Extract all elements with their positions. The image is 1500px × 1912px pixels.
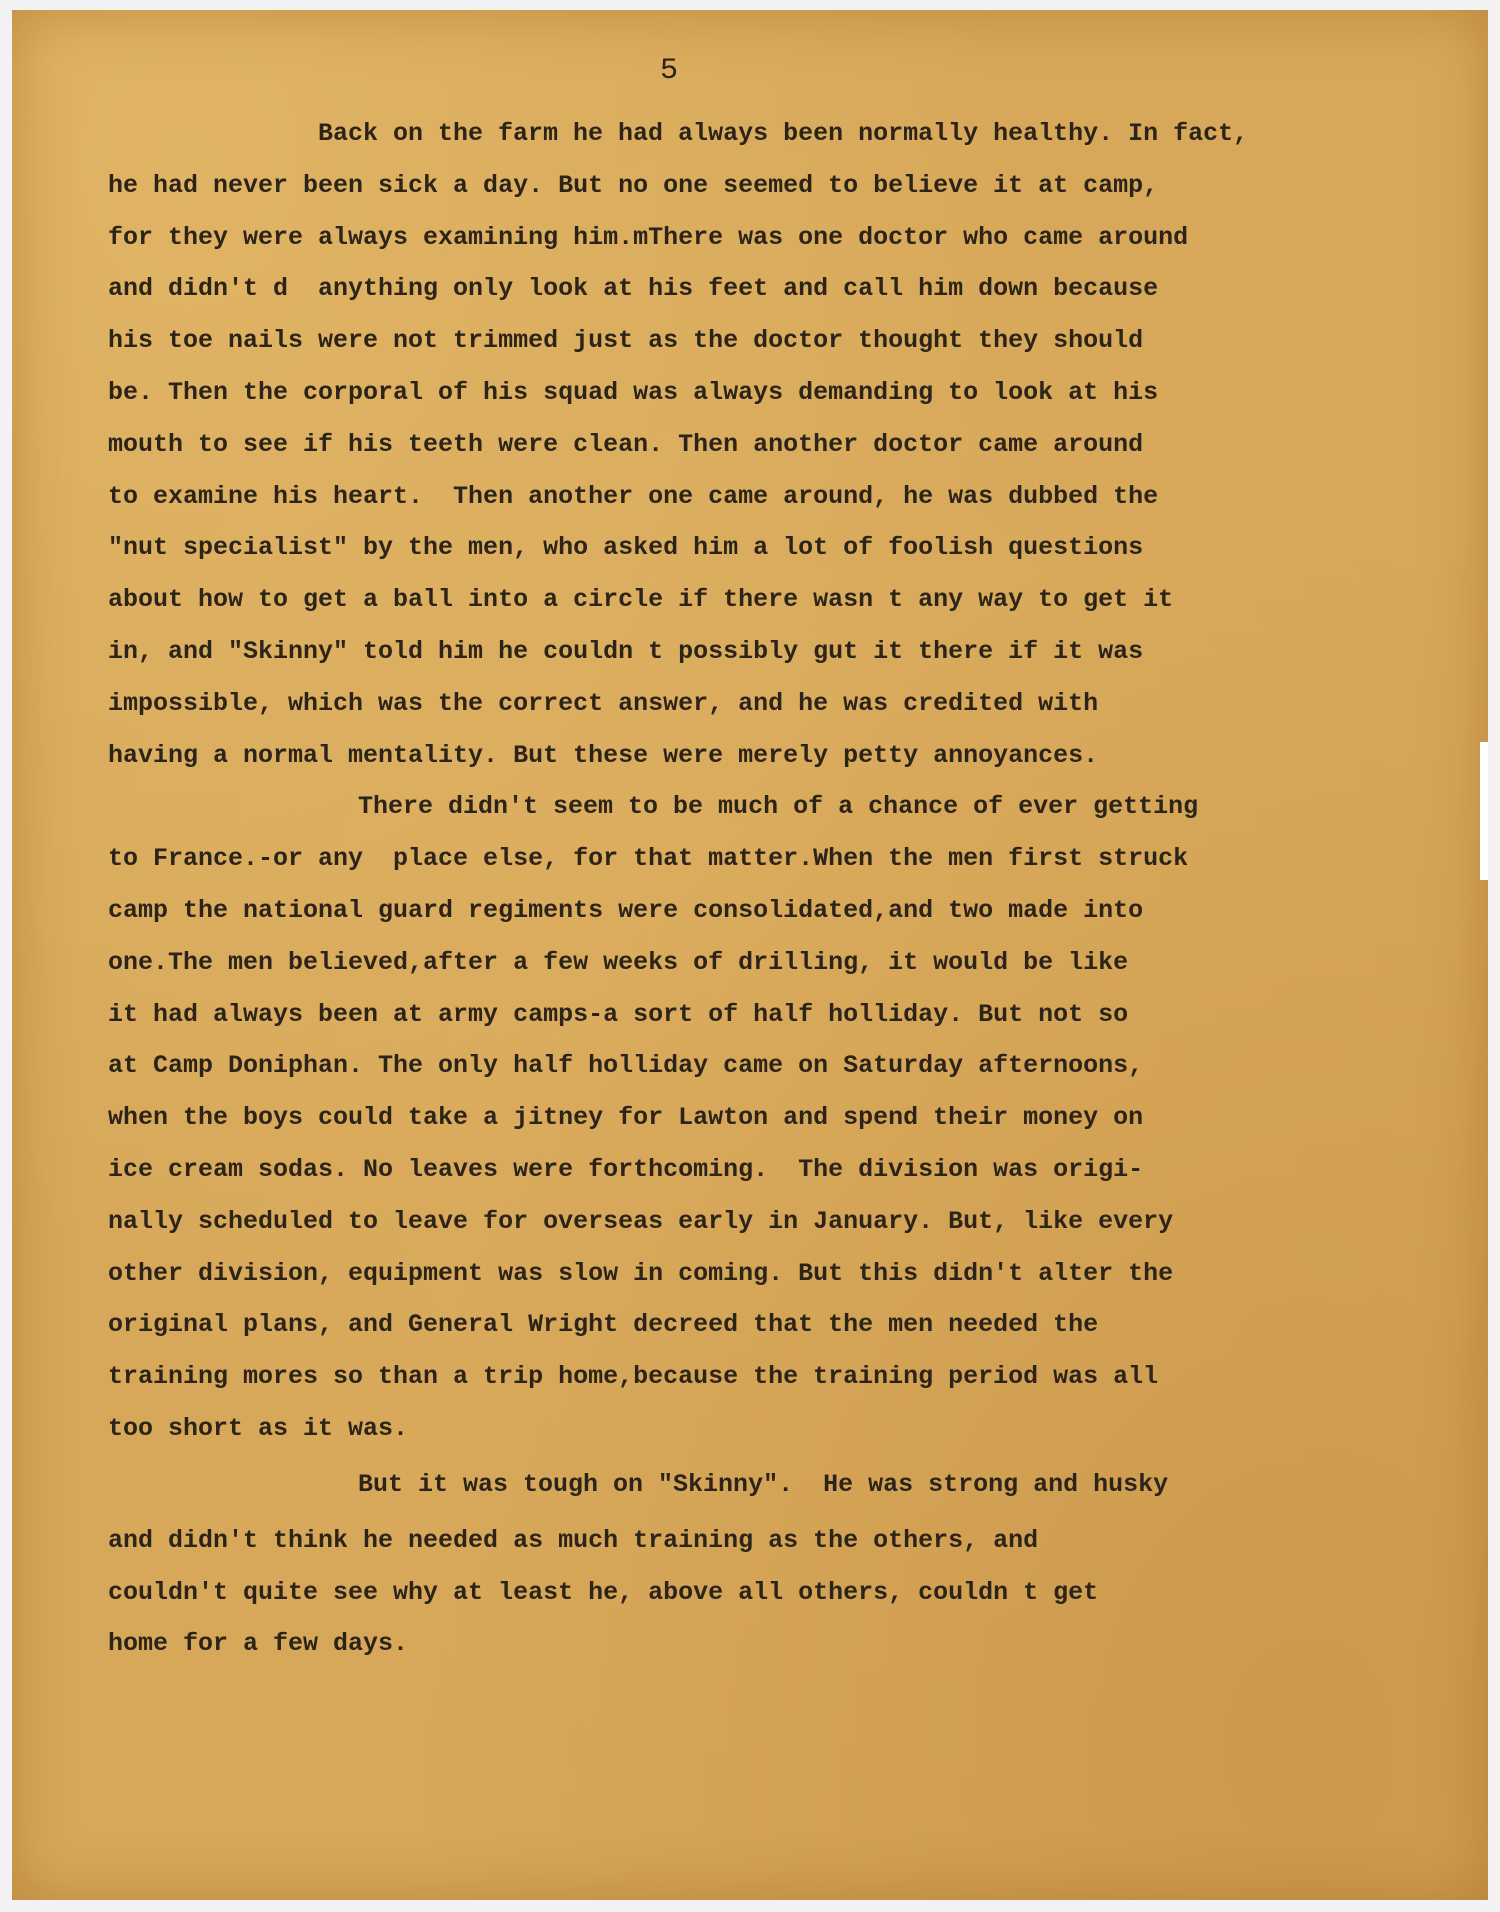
text-line: one.The men believed,after a few weeks of drilling, it would be like — [108, 947, 1129, 977]
text-line: ice cream sodas. No leaves were forthcoming. The division was origi- — [108, 1154, 1144, 1184]
text-line: be. Then the corporal of his squad was always demanding to look at his — [108, 377, 1159, 407]
text-line: his toe nails were not trimmed just as the doctor thought they should — [108, 326, 1144, 356]
text-line: and didn't d anything only look at his feet and call him down because — [108, 274, 1159, 304]
text-line: he had never been sick a day. But no one seemed to believe it at camp, — [108, 170, 1159, 200]
text-line: But it was tough on "Skinny". He was strong and husky — [358, 1469, 1169, 1499]
text-line: home for a few days. — [108, 1629, 409, 1659]
text-line: mouth to see if his teeth were clean. Then another doctor came around — [108, 429, 1144, 459]
text-line: training mores so than a trip home,because the training period was all — [108, 1362, 1159, 1392]
text-line: it had always been at army camps-a sort of half holliday. But not so — [108, 999, 1129, 1029]
page-number: 5 — [660, 54, 679, 88]
text-line: having a normal mentality. But these were merely petty annoyances. — [108, 740, 1099, 770]
text-line: camp the national guard regiments were consolidated,and two made into — [108, 895, 1144, 925]
text-line: There didn't seem to be much of a chance of ever getting — [358, 792, 1199, 822]
typed-page — [12, 10, 1488, 1900]
text-line: to examine his heart. Then another one came around, he was dubbed the — [108, 481, 1159, 511]
text-line: Back on the farm he had always been normally healthy. In fact, — [318, 119, 1249, 148]
text-line: too short as it was. — [108, 1413, 409, 1443]
text-line: other division, equipment was slow in coming. But this didn't alter the — [108, 1258, 1174, 1288]
text-line: impossible, which was the correct answer, and he was credited with — [108, 688, 1099, 718]
page-edge-tab — [1480, 742, 1488, 880]
text-line: "nut specialist" by the men, who asked him a lot of foolish questions — [108, 533, 1144, 563]
text-line: original plans, and General Wright decreed that the men needed the — [108, 1310, 1099, 1340]
text-line: when the boys could take a jitney for Lawton and spend their money on — [108, 1103, 1144, 1133]
text-line: to France.-or any place else, for that matter.When the men first struck — [108, 844, 1189, 874]
text-line: at Camp Doniphan. The only half holliday came on Saturday afternoons, — [108, 1051, 1144, 1081]
text-line: about how to get a ball into a circle if there wasn t any way to get it — [108, 585, 1174, 615]
text-line: in, and "Skinny" told him he couldn t possibly gut it there if it was — [108, 636, 1144, 666]
text-line: for they were always examining him.mThere was one doctor who came around — [108, 222, 1189, 252]
text-line: and didn't think he needed as much training as the others, and — [108, 1525, 1039, 1555]
body-text — [108, 108, 1398, 1670]
text-line: couldn't quite see why at least he, above all others, couldn t get — [108, 1577, 1099, 1607]
text-line: nally scheduled to leave for overseas early in January. But, like every — [108, 1206, 1174, 1236]
